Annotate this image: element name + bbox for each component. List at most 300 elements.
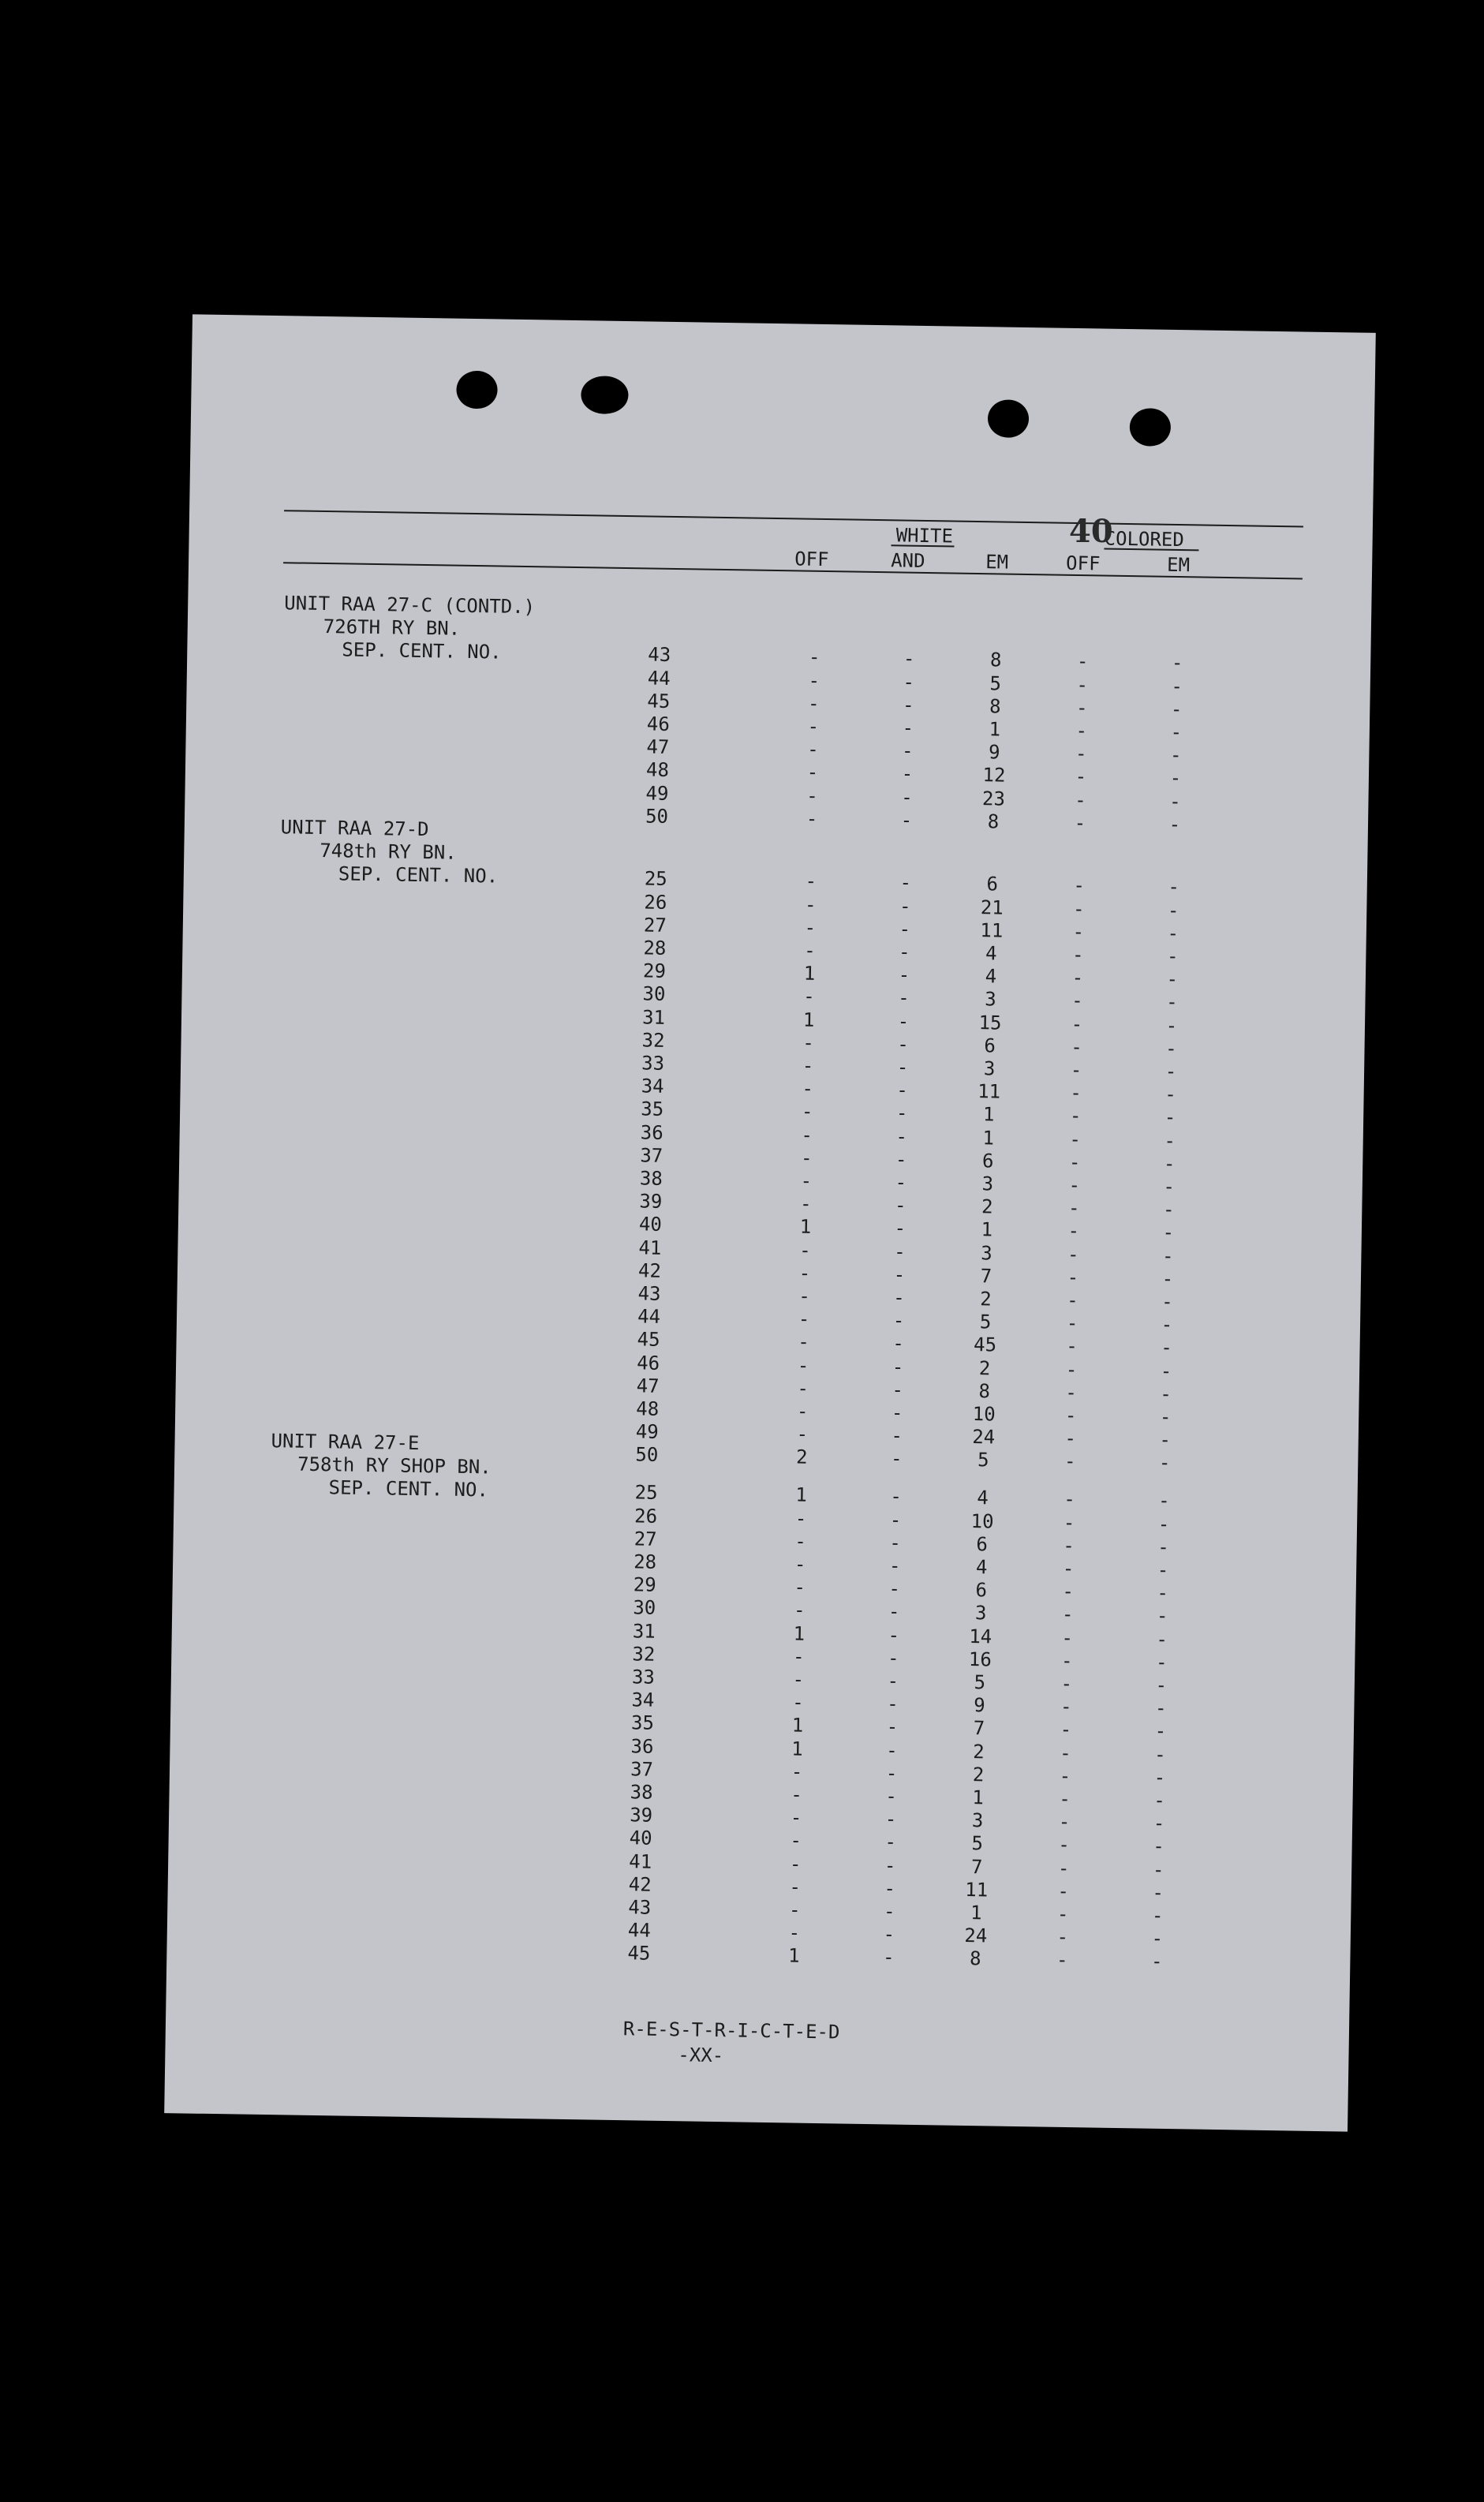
cell-white-em: 3	[980, 1241, 992, 1265]
cell-colored-em: -	[1164, 1129, 1176, 1152]
cell-colored-em: -	[1168, 876, 1180, 899]
cell-colored-em: -	[1161, 1290, 1173, 1314]
cell-sep-cent-no: 48	[636, 1397, 660, 1420]
cell-sep-cent-no: 45	[637, 1328, 660, 1352]
cell-colored-off: -	[1060, 1649, 1073, 1672]
cell-colored-off: -	[1067, 1220, 1080, 1243]
cell-white-off: 1	[795, 1483, 808, 1507]
cell-white-and: -	[894, 1194, 906, 1217]
cell-sep-cent-no: 43	[628, 1896, 652, 1919]
cell-white-off: -	[802, 1054, 814, 1077]
cell-sep-cent-no: 33	[631, 1666, 656, 1689]
cell-colored-off: -	[1070, 1058, 1082, 1082]
cell-white-em: 4	[975, 1556, 988, 1579]
cell-sep-cent-no: 36	[630, 1734, 654, 1758]
cell-white-em: 9	[988, 741, 1000, 764]
cell-sep-cent-no: 38	[630, 1781, 653, 1804]
cell-colored-off: -	[1075, 788, 1086, 811]
cell-white-em: 2	[972, 1763, 985, 1786]
cell-sep-cent-no: 47	[646, 735, 670, 759]
cell-colored-em: -	[1154, 1720, 1167, 1743]
cell-white-em: 6	[975, 1579, 988, 1602]
cell-white-off: -	[789, 1853, 802, 1876]
cell-colored-em: -	[1150, 1950, 1163, 1973]
cell-white-em: 4	[985, 965, 997, 988]
cell-sep-cent-no: 37	[630, 1758, 654, 1781]
cell-white-and: -	[898, 941, 910, 963]
cell-white-and: -	[899, 871, 912, 895]
cell-white-off: 1	[791, 1714, 804, 1737]
cell-colored-off: -	[1068, 1150, 1081, 1173]
cell-white-em: 10	[972, 1403, 996, 1426]
cell-white-off: -	[798, 1285, 810, 1307]
cell-colored-em: -	[1151, 1904, 1164, 1927]
cell-colored-off: -	[1063, 1450, 1076, 1473]
unit-label-line: UNIT RAA 27-C (CONTD.)	[284, 592, 536, 619]
cell-white-em: 21	[980, 896, 1004, 919]
cell-white-off: 1	[799, 1215, 812, 1239]
cell-colored-off: -	[1071, 943, 1084, 967]
cell-colored-off: -	[1056, 1949, 1068, 1972]
cell-white-em: 3	[974, 1602, 987, 1625]
cell-sep-cent-no: 33	[641, 1052, 665, 1075]
cell-colored-off: -	[1060, 1741, 1071, 1764]
cell-colored-off: -	[1069, 1128, 1082, 1150]
cell-colored-off: -	[1065, 1381, 1078, 1404]
cell-colored-em: -	[1152, 1881, 1164, 1904]
cell-white-and: -	[886, 1715, 899, 1739]
cell-white-and: -	[888, 1554, 901, 1577]
cell-colored-off: -	[1059, 1764, 1071, 1787]
header-white-and: AND	[890, 549, 925, 572]
cell-colored-off: -	[1076, 673, 1089, 696]
cell-colored-em: -	[1161, 1337, 1173, 1359]
header-top-rule	[284, 510, 1303, 527]
cell-white-em: 24	[972, 1426, 996, 1449]
cell-sep-cent-no: 44	[637, 1305, 661, 1329]
cell-colored-off: -	[1057, 1879, 1070, 1902]
cell-white-and: -	[884, 1831, 897, 1853]
cell-white-off: -	[797, 1377, 809, 1400]
cell-white-off: -	[808, 646, 820, 669]
cell-white-and: -	[898, 986, 910, 1010]
cell-colored-em: -	[1160, 1359, 1172, 1382]
cell-colored-em: -	[1163, 1152, 1176, 1175]
cell-white-off: -	[798, 1307, 810, 1330]
cell-colored-em: -	[1166, 944, 1179, 968]
cell-colored-off: -	[1071, 1012, 1083, 1035]
cell-white-and: -	[891, 1401, 903, 1424]
cell-white-and: -	[893, 1263, 906, 1286]
cell-sep-cent-no: 27	[634, 1528, 657, 1550]
cell-colored-off: -	[1075, 765, 1087, 788]
cell-white-off: -	[792, 1668, 805, 1691]
cell-colored-off: -	[1066, 1335, 1078, 1358]
cell-white-em: 1	[989, 718, 1001, 741]
cell-white-off: -	[799, 1239, 811, 1262]
cell-colored-off: -	[1071, 1035, 1082, 1058]
cell-sep-cent-no: 46	[646, 712, 671, 735]
cell-white-off: -	[807, 692, 820, 715]
cell-white-and: -	[897, 1033, 910, 1056]
footer-mark: -XX-	[678, 2044, 724, 2067]
cell-colored-em: -	[1164, 1060, 1177, 1083]
cell-colored-em: -	[1158, 1490, 1170, 1513]
cell-white-and: -	[892, 1332, 905, 1356]
cell-white-em: 8	[987, 810, 1000, 833]
unit-label-line: UNIT RAA 27-D	[280, 816, 429, 841]
cell-colored-em: -	[1156, 1605, 1168, 1628]
cell-white-em: 6	[976, 1532, 989, 1556]
header-colored-em: EM	[1166, 553, 1191, 577]
cell-colored-em: -	[1156, 1628, 1168, 1651]
cell-colored-off: -	[1061, 1626, 1074, 1649]
cell-white-and: -	[883, 1923, 895, 1946]
cell-colored-off: -	[1060, 1696, 1072, 1718]
cell-white-and: -	[896, 1056, 909, 1079]
cell-white-off: -	[793, 1599, 806, 1622]
cell-white-off: 1	[803, 962, 816, 985]
cell-colored-off: -	[1071, 967, 1084, 989]
cell-colored-off: -	[1061, 1603, 1074, 1626]
unit-label-line: 748th RY BN.	[320, 840, 457, 864]
cell-colored-em: -	[1168, 813, 1181, 836]
cell-colored-off: -	[1067, 1266, 1079, 1288]
cell-white-and: -	[886, 1692, 899, 1715]
cell-white-em: 4	[985, 942, 997, 965]
cell-colored-em: -	[1161, 1244, 1174, 1267]
cell-colored-off: -	[1071, 989, 1083, 1012]
cell-white-em: 3	[971, 1809, 984, 1832]
cell-white-em: 3	[981, 1172, 994, 1195]
cell-colored-em: -	[1155, 1674, 1168, 1696]
cell-white-em: 6	[981, 1150, 994, 1172]
cell-colored-em: -	[1157, 1581, 1169, 1605]
cell-colored-off: -	[1074, 811, 1086, 835]
cell-sep-cent-no: 30	[633, 1596, 656, 1620]
cell-colored-em: -	[1155, 1651, 1168, 1674]
cell-white-off: -	[801, 1101, 813, 1124]
cell-sep-cent-no: 34	[631, 1689, 655, 1711]
header-colored-off: OFF	[1065, 552, 1101, 575]
cell-white-off: -	[791, 1783, 803, 1806]
cell-colored-off: -	[1063, 1534, 1075, 1557]
cell-white-off: -	[788, 1898, 801, 1921]
cell-colored-off: -	[1065, 1358, 1078, 1381]
cell-white-off: -	[789, 1876, 802, 1898]
cell-white-and: -	[885, 1785, 898, 1808]
cell-white-em: 2	[980, 1288, 992, 1311]
unit-label-line: SEP. CENT. NO.	[328, 1476, 489, 1502]
cell-sep-cent-no: 26	[644, 891, 667, 914]
cell-colored-em: -	[1169, 767, 1182, 790]
cell-white-and: -	[899, 895, 911, 918]
cell-sep-cent-no: 47	[636, 1374, 660, 1397]
cell-white-off: -	[790, 1829, 802, 1853]
cell-white-off: 2	[795, 1445, 808, 1469]
cell-colored-off: -	[1070, 1082, 1082, 1105]
cell-white-em: 8	[989, 649, 1002, 671]
cell-colored-em: -	[1153, 1789, 1166, 1812]
cell-white-and: -	[888, 1600, 900, 1624]
cell-sep-cent-no: 48	[645, 758, 670, 782]
cell-white-em: 5	[989, 671, 1002, 695]
cell-colored-off: -	[1067, 1197, 1080, 1220]
cell-white-em: 1	[970, 1902, 982, 1924]
cell-white-and: -	[893, 1286, 905, 1309]
cell-colored-off: -	[1062, 1580, 1075, 1603]
cell-colored-off: -	[1060, 1718, 1072, 1741]
cell-colored-off: -	[1068, 1173, 1081, 1197]
cell-sep-cent-no: 31	[641, 1006, 666, 1029]
cell-white-off: 1	[802, 1008, 815, 1031]
cell-white-and: -	[898, 963, 910, 986]
header-white: WHITE	[895, 524, 954, 548]
cell-white-off: -	[800, 1169, 813, 1192]
cell-white-off: -	[802, 1077, 814, 1101]
cell-white-em: 3	[985, 988, 996, 1011]
cell-white-off: -	[796, 1423, 809, 1445]
cell-white-and: -	[886, 1738, 898, 1762]
cell-white-and: -	[894, 1217, 906, 1240]
cell-colored-em: -	[1161, 1313, 1173, 1337]
unit-label-line: 726TH RY BN.	[323, 615, 461, 640]
cell-white-and: -	[893, 1240, 906, 1263]
cell-white-and: -	[884, 1877, 896, 1900]
unit-label-line: 758th RY SHOP BN.	[297, 1453, 492, 1479]
cell-white-and: -	[892, 1378, 904, 1401]
cell-colored-em: -	[1162, 1199, 1175, 1221]
unit-label-line: SEP. CENT. NO.	[342, 638, 502, 664]
cell-white-em: 4	[977, 1487, 989, 1509]
cell-colored-em: -	[1153, 1766, 1166, 1789]
cell-white-em: 10	[970, 1509, 994, 1533]
cell-colored-em: -	[1152, 1858, 1164, 1881]
cell-sep-cent-no: 50	[635, 1443, 659, 1467]
cell-colored-em: -	[1171, 675, 1183, 697]
cell-colored-off: -	[1067, 1288, 1078, 1312]
cell-white-and: -	[887, 1670, 899, 1692]
cell-sep-cent-no: 39	[629, 1804, 653, 1827]
cell-white-and: -	[895, 1101, 908, 1125]
cell-white-em: 11	[977, 1080, 1001, 1103]
cell-white-em: 6	[984, 1034, 996, 1057]
cell-sep-cent-no: 37	[640, 1144, 664, 1167]
cell-sep-cent-no: 42	[628, 1873, 652, 1896]
cell-white-em: 6	[986, 873, 999, 896]
cell-white-em: 1	[982, 1103, 995, 1126]
cell-white-em: 3	[983, 1057, 996, 1080]
cell-sep-cent-no: 46	[636, 1351, 660, 1374]
cell-colored-em: -	[1151, 1927, 1164, 1950]
cell-white-off: -	[794, 1530, 807, 1553]
cell-white-em: 23	[981, 787, 1006, 810]
classification-stamp: R-E-S-T-R-I-C-T-E-D	[622, 2018, 840, 2044]
cell-sep-cent-no: 34	[641, 1075, 664, 1098]
header-white-off: OFF	[794, 548, 829, 571]
cell-colored-off: -	[1069, 1105, 1082, 1128]
cell-white-off: -	[804, 893, 817, 916]
cell-white-off: -	[806, 738, 819, 761]
cell-colored-em: -	[1153, 1835, 1165, 1858]
cell-colored-em: -	[1170, 720, 1183, 744]
cell-white-em: 45	[973, 1333, 997, 1356]
cell-colored-off: -	[1063, 1511, 1075, 1534]
cell-colored-em: -	[1171, 652, 1183, 675]
cell-sep-cent-no: 43	[648, 643, 671, 667]
cell-sep-cent-no: 32	[641, 1029, 665, 1052]
cell-colored-em: -	[1167, 899, 1179, 922]
cell-colored-em: -	[1166, 968, 1179, 991]
cell-white-off: -	[805, 870, 817, 893]
cell-white-off: -	[794, 1576, 806, 1599]
cell-colored-em: -	[1165, 1037, 1177, 1060]
cell-white-and: -	[884, 1808, 897, 1831]
cell-white-and: -	[902, 694, 914, 716]
cell-white-and: -	[901, 762, 914, 786]
cell-white-em: 1	[981, 1218, 993, 1241]
cell-colored-em: -	[1164, 1106, 1176, 1129]
cell-sep-cent-no: 39	[639, 1190, 663, 1214]
cell-sep-cent-no: 45	[647, 690, 671, 712]
cell-white-and: -	[897, 1010, 910, 1033]
cell-white-off: -	[797, 1354, 809, 1377]
cell-colored-off: -	[1075, 720, 1088, 742]
document-body	[164, 314, 1376, 2131]
cell-colored-off: -	[1076, 650, 1089, 673]
cell-colored-em: -	[1167, 922, 1179, 944]
cell-white-off: -	[806, 761, 819, 784]
cell-sep-cent-no: 40	[629, 1827, 652, 1850]
cell-white-em: 11	[965, 1878, 989, 1902]
cell-sep-cent-no: 42	[637, 1259, 662, 1282]
cell-sep-cent-no: 31	[632, 1619, 656, 1643]
cell-colored-em: -	[1163, 1175, 1176, 1199]
cell-white-em: 8	[978, 1379, 991, 1403]
cell-white-and: -	[895, 1171, 907, 1194]
cell-white-off: -	[794, 1507, 807, 1530]
cell-colored-em: -	[1159, 1405, 1172, 1429]
cell-sep-cent-no: 29	[642, 959, 667, 983]
cell-colored-em: -	[1162, 1221, 1175, 1244]
cell-sep-cent-no: 29	[633, 1573, 656, 1596]
cell-sep-cent-no: 43	[637, 1282, 661, 1305]
cell-white-off: -	[803, 985, 815, 1008]
page-number: 40	[1069, 513, 1113, 550]
cell-white-and: -	[895, 1148, 907, 1171]
cell-white-and: -	[895, 1125, 908, 1148]
cell-white-off: -	[794, 1553, 806, 1576]
cell-white-em: 8	[969, 1947, 981, 1970]
cell-colored-em: -	[1157, 1513, 1170, 1535]
cell-white-em: 24	[964, 1924, 988, 1947]
cell-white-and: -	[890, 1447, 903, 1471]
cell-sep-cent-no: 44	[647, 667, 671, 690]
cell-white-em: 9	[973, 1694, 985, 1717]
cell-white-off: -	[799, 1192, 812, 1216]
cell-colored-off: -	[1075, 696, 1088, 720]
cell-white-em: 14	[969, 1625, 992, 1648]
cell-white-em: 2	[978, 1356, 991, 1380]
cell-colored-off: -	[1064, 1404, 1077, 1427]
cell-sep-cent-no: 35	[641, 1098, 664, 1121]
cell-white-off: 1	[793, 1622, 806, 1645]
cell-white-and: -	[903, 647, 915, 671]
cell-sep-cent-no: 49	[635, 1420, 659, 1443]
cell-white-off: -	[788, 1921, 801, 1944]
cell-colored-off: -	[1072, 897, 1085, 920]
cell-colored-em: -	[1161, 1267, 1174, 1290]
cell-white-em: 5	[971, 1832, 984, 1855]
cell-colored-em: -	[1164, 1083, 1177, 1106]
cell-sep-cent-no: 45	[627, 1942, 651, 1965]
cell-colored-em: -	[1154, 1743, 1166, 1766]
cell-white-off: -	[802, 1031, 815, 1054]
cell-sep-cent-no: 36	[640, 1121, 664, 1144]
cell-white-em: 15	[978, 1011, 1002, 1034]
cell-white-and: -	[899, 918, 911, 941]
cell-colored-off: -	[1072, 920, 1085, 944]
unit-label-line: SEP. CENT. NO.	[338, 862, 499, 888]
unit-label-line: UNIT RAA 27-E	[271, 1430, 420, 1455]
cell-sep-cent-no: 28	[634, 1550, 657, 1573]
cell-white-em: 5	[979, 1311, 992, 1333]
cell-white-off: -	[792, 1645, 805, 1668]
cell-white-em: 7	[973, 1717, 985, 1740]
cell-white-em: 8	[989, 695, 1001, 718]
cell-sep-cent-no: 25	[634, 1481, 658, 1505]
cell-colored-em: -	[1159, 1428, 1172, 1452]
cell-colored-em: -	[1160, 1382, 1172, 1405]
cell-colored-em: -	[1153, 1812, 1165, 1835]
cell-white-and: -	[902, 716, 914, 739]
header-white-em: EM	[985, 551, 1009, 574]
cell-white-off: -	[791, 1760, 803, 1783]
document-page	[164, 314, 1376, 2131]
cell-colored-off: -	[1060, 1672, 1073, 1696]
cell-white-and: -	[900, 809, 913, 832]
cell-sep-cent-no: 40	[638, 1213, 663, 1236]
cell-white-and: -	[889, 1531, 902, 1554]
cell-colored-off: -	[1058, 1834, 1071, 1857]
cell-white-off: -	[803, 939, 816, 962]
cell-sep-cent-no: 44	[627, 1919, 652, 1942]
cell-sep-cent-no: 26	[634, 1504, 658, 1528]
cell-white-em: 5	[974, 1671, 986, 1694]
cell-white-and: -	[885, 1762, 898, 1785]
header-colored: COLORED	[1104, 527, 1185, 552]
cell-sep-cent-no: 50	[645, 805, 669, 828]
cell-sep-cent-no: 30	[642, 982, 666, 1006]
cell-white-off: 1	[787, 1944, 800, 1968]
cell-white-off: -	[800, 1146, 813, 1169]
cell-white-off: -	[798, 1262, 811, 1285]
cell-white-and: -	[887, 1647, 899, 1670]
cell-colored-off: -	[1063, 1488, 1075, 1511]
cell-white-and: -	[892, 1356, 904, 1378]
cell-sep-cent-no: 41	[629, 1849, 652, 1873]
cell-sep-cent-no: 35	[630, 1711, 655, 1735]
cell-colored-off: -	[1064, 1427, 1077, 1450]
cell-sep-cent-no: 27	[643, 914, 667, 937]
cell-white-and: -	[884, 1853, 896, 1877]
cell-white-and: -	[888, 1624, 900, 1647]
cell-white-off: -	[806, 807, 818, 830]
cell-sep-cent-no: 41	[638, 1236, 662, 1259]
cell-colored-off: -	[1073, 874, 1086, 897]
cell-colored-em: -	[1170, 697, 1183, 720]
cell-white-off: -	[804, 916, 817, 939]
